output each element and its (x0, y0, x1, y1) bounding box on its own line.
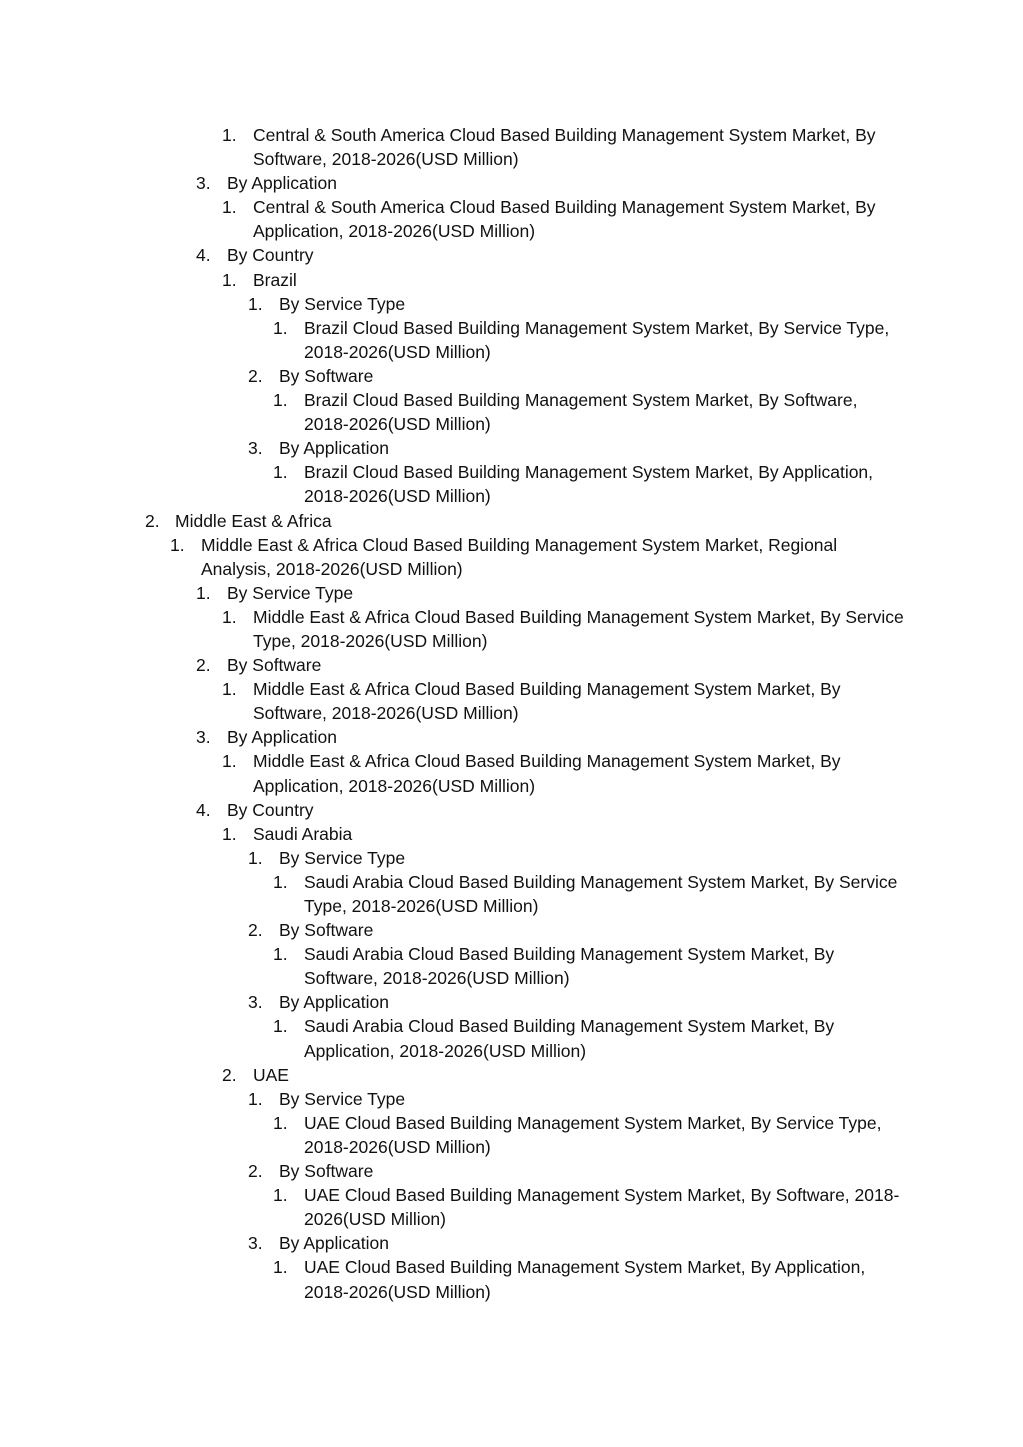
list-item-number: 2. (248, 1161, 263, 1182)
list-item-number: 1. (222, 751, 237, 772)
list-item-text: UAE (253, 1064, 289, 1085)
list-item-text: By Software (279, 365, 374, 386)
list-item-text: By Service Type (279, 1088, 406, 1109)
list-item-number: 3. (196, 173, 211, 194)
list-item-text: By Service Type (279, 293, 406, 314)
list-item (0, 1183, 905, 1231)
list-item-number: 3. (248, 1233, 263, 1254)
list-item (0, 292, 905, 316)
list-item-text: Middle East & Africa Cloud Based Building Management System Market, By Software, 2018-2026(USD Million) (253, 679, 841, 724)
list-item-number: 3. (248, 438, 263, 459)
list-item-number: 2. (196, 655, 211, 676)
list-item-number: 2. (248, 920, 263, 941)
list-item-text: By Application (227, 727, 337, 748)
list-item (0, 268, 905, 292)
list-item-text: By Software (279, 920, 374, 941)
list-item-number: 1. (170, 534, 185, 555)
list-item (0, 653, 905, 677)
list-item-text: By Country (227, 799, 314, 820)
list-item-text: By Application (227, 173, 337, 194)
list-item (0, 436, 905, 460)
list-item (0, 1255, 905, 1303)
list-item (0, 1063, 905, 1087)
list-item-text: Middle East & Africa Cloud Based Building Management System Market, By Service Type, 2018-2026(USD Million) (253, 606, 904, 651)
list-item-text: Brazil (253, 269, 297, 290)
list-item-number: 1. (248, 293, 263, 314)
list-item (0, 990, 905, 1014)
list-item-text: Middle East & Africa (175, 510, 332, 531)
list-item-number: 1. (222, 606, 237, 627)
list-item (0, 388, 905, 436)
list-item (0, 1231, 905, 1255)
list-item (0, 509, 905, 533)
list-item (0, 725, 905, 749)
list-item (0, 749, 905, 797)
list-item-text: Middle East & Africa Cloud Based Building Management System Market, By Application, 2018-2026(USD Million) (253, 751, 841, 796)
list-item-text: Central & South America Cloud Based Building Management System Market, By Software, 2018-2026(USD Million) (253, 125, 876, 170)
list-item-text: Saudi Arabia Cloud Based Building Management System Market, By Application, 2018-2026(USD Million) (304, 1016, 835, 1061)
list-item (0, 942, 905, 990)
list-item-number: 1. (273, 944, 288, 965)
list-item (0, 243, 905, 267)
list-item-number: 1. (222, 269, 237, 290)
list-item-text: Brazil Cloud Based Building Management System Market, By Software, 2018-2026(USD Million) (304, 390, 858, 435)
list-item (0, 918, 905, 942)
list-item-number: 1. (273, 1016, 288, 1037)
list-item (0, 605, 905, 653)
list-item-text: Brazil Cloud Based Building Management System Market, By Application, 2018-2026(USD Million) (304, 462, 874, 507)
list-item-number: 2. (222, 1064, 237, 1085)
list-item-number: 1. (273, 390, 288, 411)
list-item-text: Saudi Arabia Cloud Based Building Management System Market, By Software, 2018-2026(USD Million) (304, 944, 835, 989)
list-item-number: 1. (273, 871, 288, 892)
list-item-number: 1. (248, 847, 263, 868)
list-item-number: 3. (196, 727, 211, 748)
list-item-text: By Software (227, 655, 322, 676)
list-item (0, 581, 905, 605)
list-item-number: 1. (248, 1088, 263, 1109)
list-item-number: 4. (196, 245, 211, 266)
list-item-text: Saudi Arabia Cloud Based Building Management System Market, By Service Type, 2018-2026(USD Million) (304, 871, 898, 916)
list-item-text: Brazil Cloud Based Building Management System Market, By Service Type, 2018-2026(USD Million) (304, 317, 890, 362)
list-item (0, 870, 905, 918)
list-item-text: UAE Cloud Based Building Management System Market, By Service Type, 2018-2026(USD Million) (304, 1112, 882, 1157)
list-item (0, 1159, 905, 1183)
list-item-text: By Country (227, 245, 314, 266)
list-item (0, 1014, 905, 1062)
list-item-number: 1. (222, 197, 237, 218)
list-item-text: By Service Type (279, 847, 406, 868)
list-item-number: 1. (196, 582, 211, 603)
list-item-number: 1. (273, 1257, 288, 1278)
list-item (0, 822, 905, 846)
list-item-number: 2. (145, 510, 160, 531)
list-item-text: UAE Cloud Based Building Management System Market, By Software, 2018-2026(USD Million) (304, 1185, 900, 1230)
list-item (0, 123, 905, 171)
list-item-text: By Application (279, 992, 389, 1013)
list-item-number: 1. (273, 1112, 288, 1133)
list-item (0, 1111, 905, 1159)
list-item-number: 2. (248, 365, 263, 386)
list-item-number: 4. (196, 799, 211, 820)
list-item (0, 846, 905, 870)
list-item (0, 171, 905, 195)
list-item-number: 1. (222, 125, 237, 145)
list-item (0, 364, 905, 388)
list-item (0, 533, 905, 581)
list-item-number: 1. (273, 462, 288, 483)
list-item-number: 1. (222, 679, 237, 700)
list-item (0, 316, 905, 364)
list-item-number: 1. (222, 823, 237, 844)
list-item-text: By Application (279, 1233, 389, 1254)
list-item-number: 1. (273, 317, 288, 338)
list-item (0, 677, 905, 725)
list-item-text: Saudi Arabia (253, 823, 353, 844)
list-item (0, 1087, 905, 1111)
list-item (0, 460, 905, 508)
list-item-text: By Service Type (227, 582, 354, 603)
list-item-text: By Application (279, 438, 389, 459)
list-item-text: By Software (279, 1161, 374, 1182)
list-item-number: 3. (248, 992, 263, 1013)
table-of-contents-list (0, 123, 1023, 1304)
list-item (0, 798, 905, 822)
list-item-text: Middle East & Africa Cloud Based Building Management System Market, Regional Analysis, 2018-2026(USD Million) (201, 534, 838, 579)
list-item-number: 1. (273, 1185, 288, 1206)
list-item-text: UAE Cloud Based Building Management System Market, By Application, 2018-2026(USD Million) (304, 1257, 866, 1302)
list-item (0, 195, 905, 243)
list-item-text: Central & South America Cloud Based Building Management System Market, By Application, 2018-2026(USD Million) (253, 197, 876, 242)
